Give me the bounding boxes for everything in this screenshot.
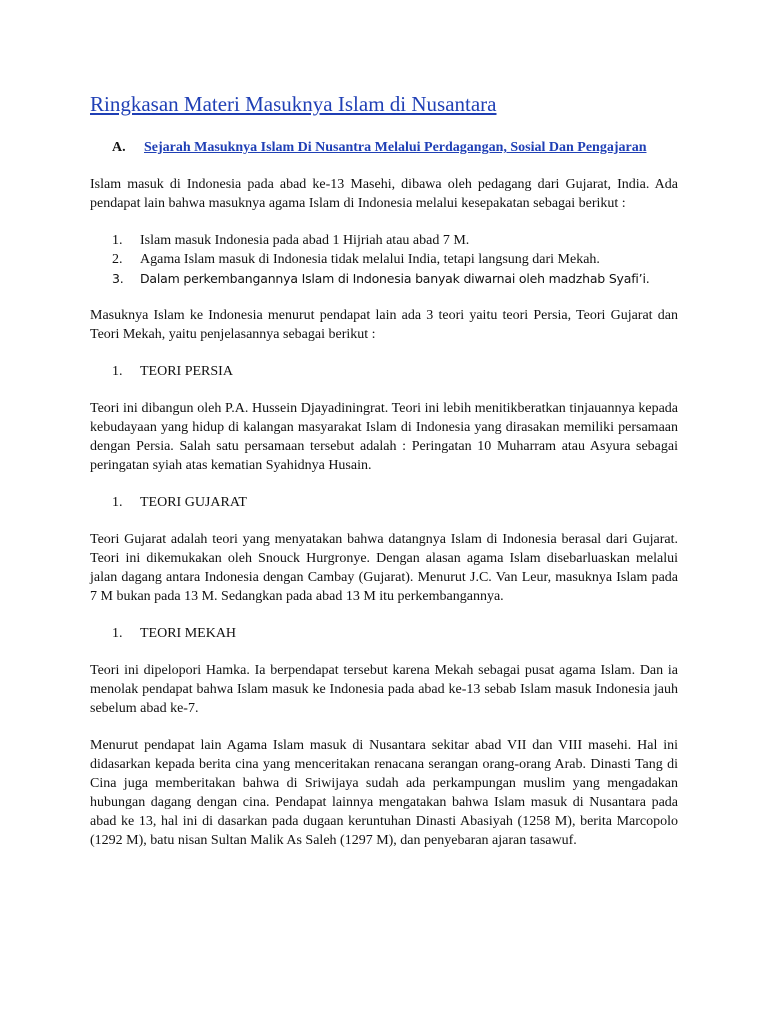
theory-paragraph-mekah: Teori ini dipelopori Hamka. Ia berpendapat tersebut karena Mekah sebagai pusat agama Islam. Dan ia menolak pendapat bahwa Islam masuk ke Indonesia pada abad ke-13 sebab Islam masuk Indonesia jauh sebelum abad ke-7. bbox=[90, 663, 678, 716]
list-item bbox=[90, 250, 678, 269]
theory-name: TEORI PERSIA bbox=[140, 364, 233, 379]
theory-number: 1. bbox=[112, 626, 123, 641]
theory-name: TEORI GUJARAT bbox=[140, 495, 247, 510]
theory-heading-persia bbox=[90, 362, 678, 381]
list-item bbox=[90, 269, 678, 288]
theory-paragraph-gujarat: Teori Gujarat adalah teori yang menyatakan bahwa datangnya Islam di Indonesia berasal dari Gujarat. Teori ini dikemukakan oleh Snouck Hurgronye. Dengan alasan agama Islam disebarluaskan melalui jalan dagang antara Indonesia dengan Cambay (Gujarat). Menurut J.C. Van Leur, masuknya Islam pada 7 M bukan pada 13 M. Sedangkan pada abad 13 M itu perkembangannya. bbox=[90, 532, 678, 604]
page-title[interactable]: Ringkasan Materi Masuknya Islam di Nusantara bbox=[90, 92, 497, 116]
list-item-number: 2. bbox=[112, 252, 123, 267]
points-list bbox=[90, 231, 678, 288]
theory-number: 1. bbox=[112, 364, 123, 379]
list-item-text: Agama Islam masuk di Indonesia tidak melalui India, tetapi langsung dari Mekah. bbox=[140, 252, 600, 267]
theory-name: TEORI MEKAH bbox=[140, 626, 237, 641]
theory-paragraph-persia: Teori ini dibangun oleh P.A. Hussein Djayadiningrat. Teori ini lebih menitikberatkan tinjauannya kepada kebudayaan yang hidup di kalangan masyarakat Islam di Indonesia yang dirasakan memiliki persamaan dengan Persia. Salah satu persamaan tersebut adalah : Peringatan 10 Muharram atau Asyura sebagai peringatan syiah atas kematian Syahidnya Husain. bbox=[90, 401, 678, 473]
intro-paragraph: Islam masuk di Indonesia pada abad ke-13 Masehi, dibawa oleh pedagang dari Gujarat, India. Ada pendapat lain bahwa masuknya agama Islam di Indonesia melalui kesepakatan sebagai berikut : bbox=[90, 177, 678, 211]
section-heading bbox=[90, 138, 678, 157]
list-item bbox=[90, 231, 678, 250]
list-item-number: 3. bbox=[112, 271, 124, 286]
theory-number: 1. bbox=[112, 495, 123, 510]
theory-heading-gujarat bbox=[90, 493, 678, 512]
list-item-text: Islam masuk Indonesia pada abad 1 Hijriah atau abad 7 M. bbox=[140, 233, 470, 248]
theory-heading-mekah bbox=[90, 624, 678, 643]
list-item-text: Dalam perkembangannya Islam di Indonesia banyak diwarnai oleh madzhab Syafi’i. bbox=[140, 271, 650, 286]
document-page bbox=[90, 90, 678, 868]
list-item-number: 1. bbox=[112, 233, 123, 248]
section-letter: A. bbox=[112, 140, 126, 155]
theories-intro-paragraph: Masuknya Islam ke Indonesia menurut pendapat lain ada 3 teori yaitu teori Persia, Teori Gujarat dan Teori Mekah, yaitu penjelasannya sebagai berikut : bbox=[90, 308, 678, 342]
section-heading-link[interactable]: Sejarah Masuknya Islam Di Nusantra Melalui Perdagangan, Sosial Dan Pengajaran bbox=[144, 140, 647, 155]
closing-paragraph: Menurut pendapat lain Agama Islam masuk di Nusantara sekitar abad VII dan VIII masehi. Hal ini didasarkan kepada berita cina yang menceritakan renacana serangan orang-orang Arab. Dinasti Tang di Cina juga memberitakan bahwa di Sriwijaya sudah ada perkampungan muslim yang mengadakan hubungan dagang dengan cina. Pendapat lainnya mengatakan bahwa Islam masuk di Nusantara pada abad ke 13, hal ini di dasarkan pada dugaan keruntuhan Dinasti Abasiyah (1258 M), berita Marcopolo (1292 M), batu nisan Sultan Malik As Saleh (1297 M), dan penyebaran ajaran tasawuf. bbox=[90, 738, 678, 848]
